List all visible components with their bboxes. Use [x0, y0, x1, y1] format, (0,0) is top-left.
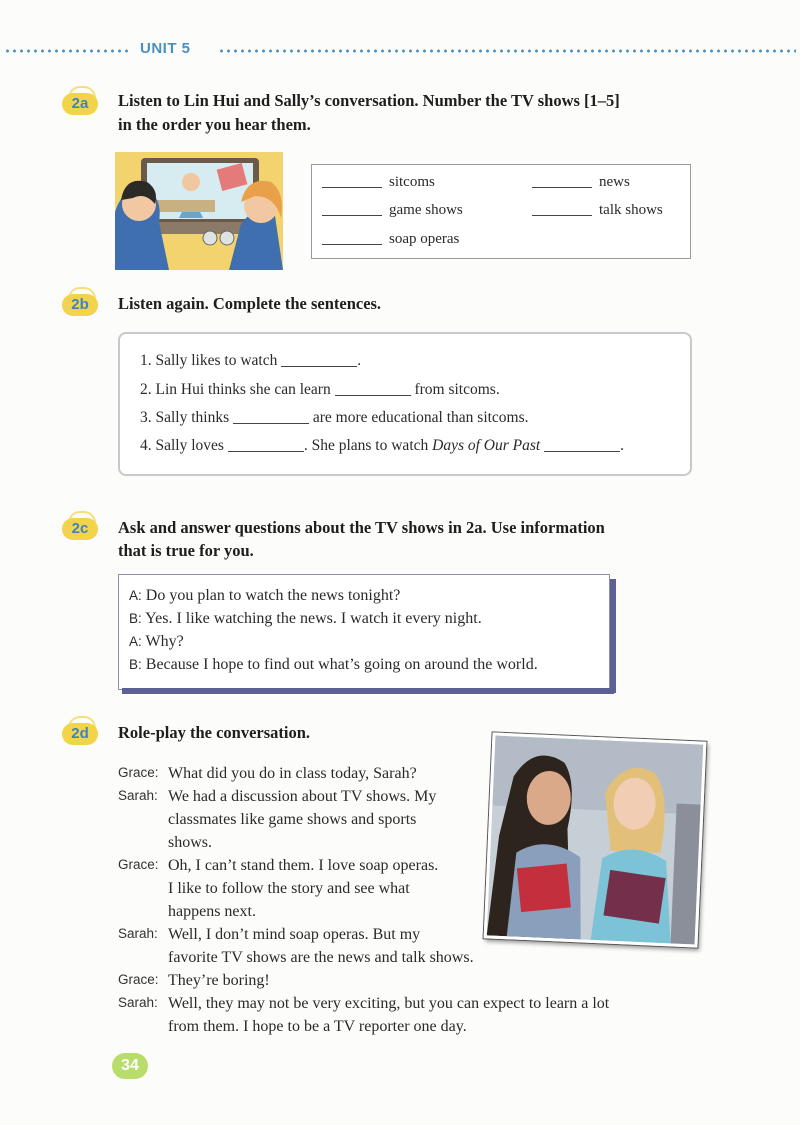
answer-blank[interactable] [322, 215, 382, 216]
answer-blank[interactable] [322, 244, 382, 245]
conversation-line: B: Yes. I like watching the news. I watch it every night. [129, 610, 482, 627]
sentence-2: 2. Lin Hui thinks she can learn from sitcoms. [140, 381, 500, 398]
conversation-line: A: Do you plan to watch the news tonight? [129, 587, 401, 604]
speaker-label: Sarah: [118, 788, 158, 803]
dialogue-line: classmates like game shows and sports [168, 811, 417, 828]
dialogue-line: They’re boring! [168, 972, 270, 989]
conversation-line: A: Why? [129, 633, 184, 650]
page-number: 34 [112, 1053, 148, 1079]
instruction-2c-line1: Ask and answer questions about the TV shows in 2a. Use information [118, 518, 605, 537]
show-item-sitcoms: sitcoms [322, 174, 435, 191]
speaker-label: Sarah: [118, 995, 158, 1010]
speaker-label: Sarah: [118, 926, 158, 941]
header-dots-right [218, 49, 796, 53]
dialogue-line: We had a discussion about TV shows. My [168, 788, 437, 805]
dialogue-line: Oh, I can’t stand them. I love soap operas. [168, 857, 439, 874]
answer-blank[interactable] [281, 366, 357, 367]
show-item-game-shows: game shows [322, 202, 463, 219]
unit-title: UNIT 5 [140, 40, 191, 57]
sentence-1: 1. Sally likes to watch . [140, 352, 362, 369]
dialogue-line: from them. I hope to be a TV reporter one day. [168, 1018, 467, 1035]
speaker-label: B: [129, 657, 142, 672]
tv-watching-illustration [115, 152, 283, 270]
answer-blank[interactable] [532, 187, 592, 188]
instruction-2d: Role-play the conversation. [118, 723, 311, 742]
show-item-talk-shows: talk shows [532, 202, 663, 219]
speaker-label: A: [129, 588, 142, 603]
badge-2b: 2b [62, 294, 98, 316]
box-shadow-bar [122, 688, 614, 694]
speaker-label: B: [129, 611, 142, 626]
sentences-box [118, 332, 692, 476]
dialogue-line: happens next. [168, 903, 256, 920]
dialogue-line: What did you do in class today, Sarah? [168, 765, 417, 782]
answer-blank[interactable] [233, 423, 309, 424]
dialogue-line: Well, they may not be very exciting, but you can expect to learn a lot [168, 995, 610, 1012]
answer-blank[interactable] [532, 215, 592, 216]
answer-blank[interactable] [228, 451, 304, 452]
answer-blank[interactable] [335, 395, 411, 396]
unit-header [0, 38, 800, 62]
show-item-news: news [532, 174, 630, 191]
show-item-soap-operas: soap operas [322, 231, 459, 248]
dialogue-line: Well, I don’t mind soap operas. But my [168, 926, 421, 943]
dialogue-line: shows. [168, 834, 213, 851]
instruction-2b: Listen again. Complete the sentences. [118, 294, 382, 313]
tv-shows-box [311, 164, 691, 259]
badge-2d: 2d [62, 723, 98, 745]
speaker-label: Grace: [118, 857, 159, 872]
conversation-line: B: Because I hope to find out what’s going on around the world. [129, 656, 538, 673]
speaker-label: A: [129, 634, 142, 649]
students-photo [484, 732, 707, 947]
speaker-label: Grace: [118, 765, 159, 780]
answer-blank[interactable] [322, 187, 382, 188]
sample-conversation-box [118, 574, 610, 690]
instruction-2c-line2: that is true for you. [118, 541, 254, 560]
instruction-2a-line1: Listen to Lin Hui and Sally’s conversation. Number the TV shows [1–5] [118, 91, 620, 110]
sentence-3: 3. Sally thinks are more educational than sitcoms. [140, 409, 529, 426]
dialogue-line: I like to follow the story and see what [168, 880, 410, 897]
badge-2a: 2a [62, 93, 98, 115]
instruction-2a-line2: in the order you hear them. [118, 115, 311, 134]
sentence-4: 4. Sally loves . She plans to watch Days of Our Past . [140, 437, 624, 454]
answer-blank[interactable] [544, 451, 620, 452]
badge-2c: 2c [62, 518, 98, 540]
dialogue-line: favorite TV shows are the news and talk shows. [168, 949, 474, 966]
speaker-label: Grace: [118, 972, 159, 987]
header-dots-left [4, 49, 128, 53]
